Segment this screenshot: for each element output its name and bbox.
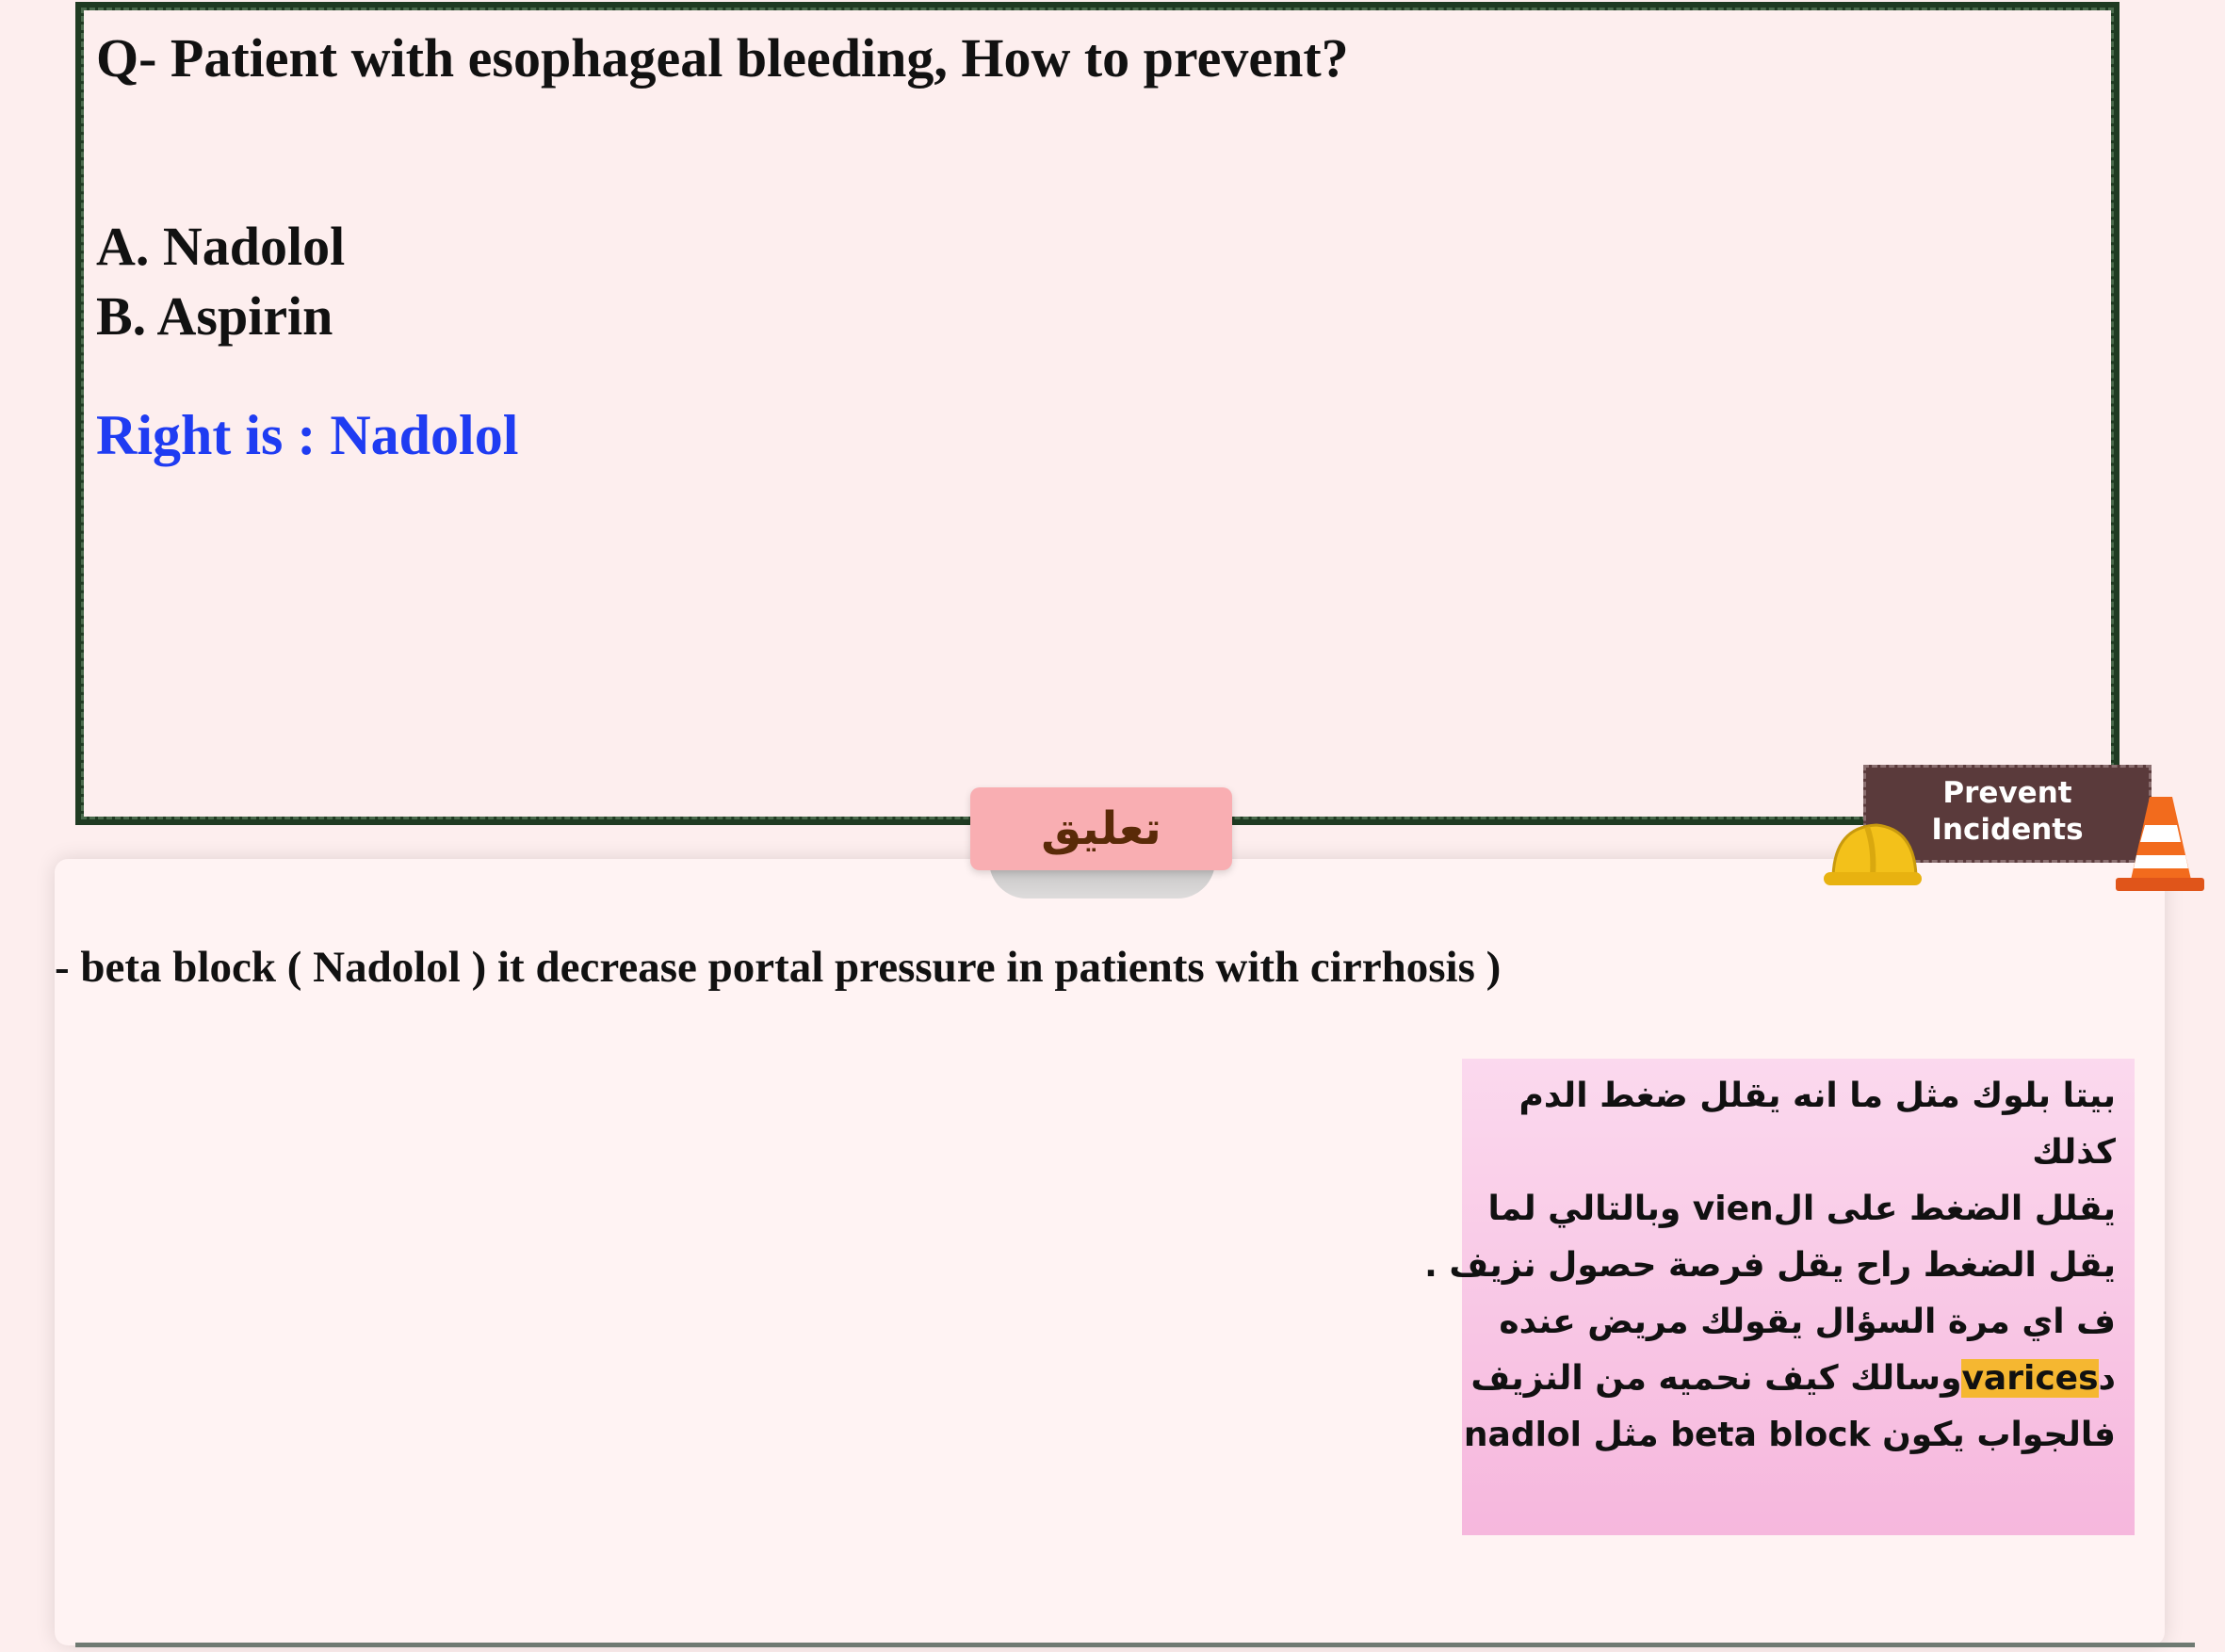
note-line-7: فالجواب يكون beta block مثل nadlol: [1463, 1416, 2116, 1454]
card-bottom-divider: [75, 1643, 2195, 1647]
question-title: Q- Patient with esophageal bleeding, How to prevent?: [96, 27, 1349, 89]
option-b: B. Aspirin: [96, 285, 333, 347]
note-line-6-rest: وسالك كيف نحميه من النزيف: [1470, 1359, 1962, 1398]
sign-line-2: Incidents: [1931, 813, 2084, 847]
sign-line-1: Prevent: [1942, 776, 2072, 810]
note-line-1: بيتا بلوك مثل ما انه يقلل ضغط الدم: [1519, 1077, 2116, 1115]
note-line-6: [1470, 1351, 2116, 1407]
note-line-5: ف اي مرة السؤال يقولك مريض عنده: [1499, 1303, 2116, 1341]
comment-tab: تعليق: [970, 787, 1232, 870]
note-line-6-prefix: د: [2098, 1359, 2116, 1398]
note-line-2: كذلك: [2032, 1133, 2116, 1172]
traffic-cone-icon: [2114, 793, 2206, 895]
option-a: A. Nadolol: [96, 216, 346, 277]
note-line-4: يقل الضغط راح يقل فرصة حصول نزيف .: [1424, 1246, 2116, 1285]
correct-answer: Right is : Nadolol: [96, 404, 519, 466]
varices-highlight: varices: [1961, 1359, 2099, 1398]
arabic-note-image: [1424, 1059, 2135, 1535]
explanation-text: - beta block ( Nadolol ) it decrease portal pressure in patients with cirrhosis ): [55, 943, 1502, 992]
note-line-3: يقلل الضغط على الvien وبالتالي لما: [1487, 1190, 2116, 1228]
hard-hat-icon: [1822, 810, 1924, 897]
